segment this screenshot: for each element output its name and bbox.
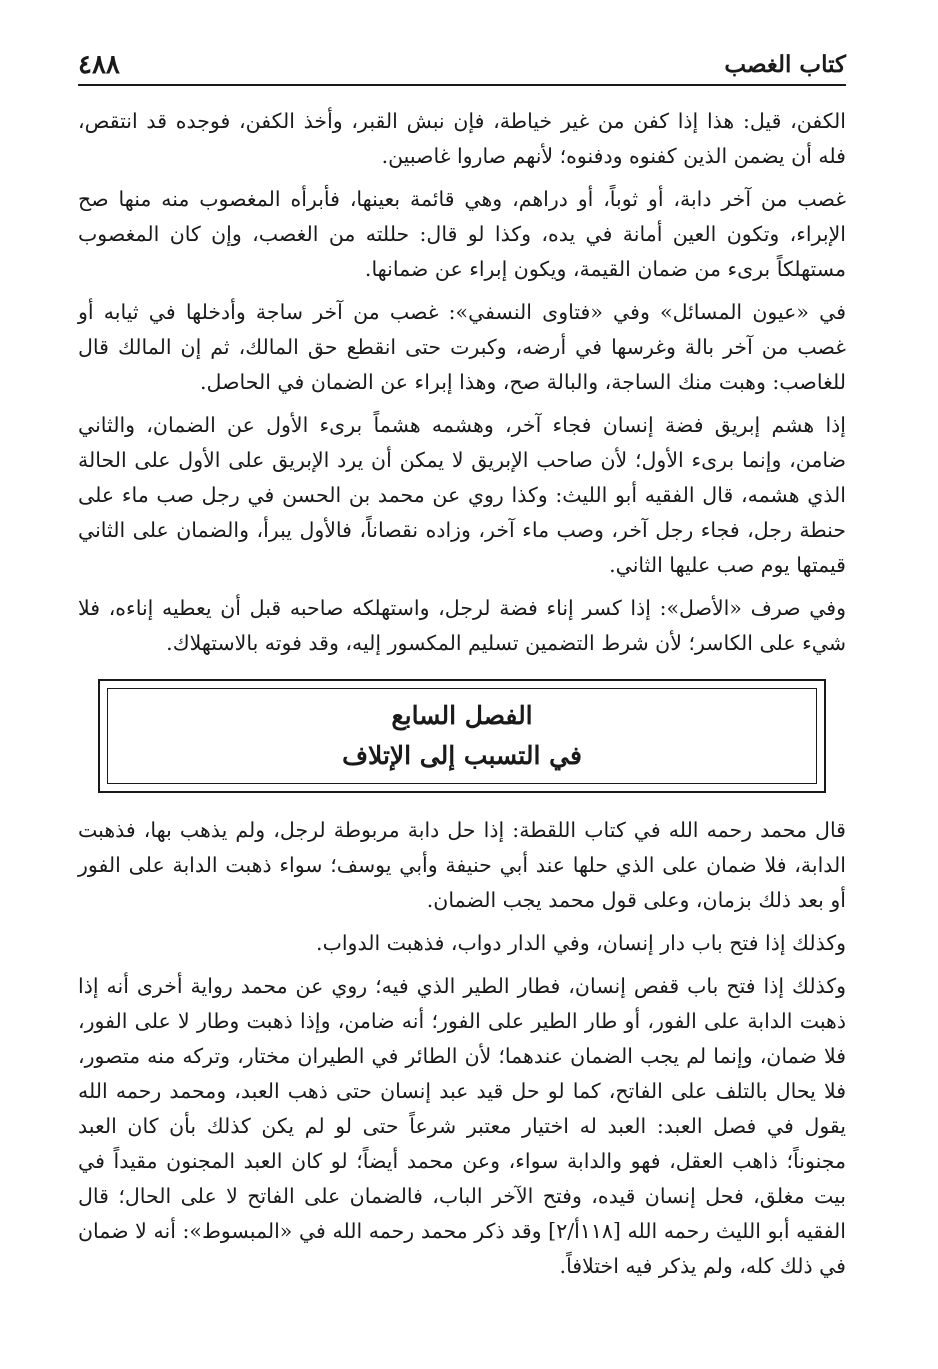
chapter-heading-box xyxy=(98,679,826,793)
paragraph: في «عيون المسائل» وفي «فتاوى النسفي»: غصب من آخر ساجة وأدخلها في ثيابه أو غصب من آخر بالة وغرسها في أرضه، وكبرت حتى انقطع حق المالك، ثم إن المالك قال للغاصب: وهبت منك الساجة، والبالة صح، وهذا إبراء عن الضمان في الحاصل. xyxy=(78,300,846,394)
paragraph: غصب من آخر دابة، أو ثوباً، أو دراهم، وهي قائمة بعينها، فأبرأه المغصوب منه منها صح الإبراء، وتكون العين أمانة في يده، وكذا لو قال: حللته من الغصب، وإن كان المغصوب مستهلكاً برىء من ضمان القيمة، ويكون إبراء عن ضمانها. xyxy=(78,187,846,281)
page-content xyxy=(78,104,846,1284)
paragraph: وكذلك إذا فتح باب دار إنسان، وفي الدار دواب، فذهبت الدواب. xyxy=(316,931,846,955)
book-page xyxy=(78,38,846,1349)
page-header xyxy=(78,38,846,86)
chapter-title: الفصل السابع xyxy=(391,701,533,730)
chapter-subtitle: في التسبب إلى الإتلاف xyxy=(342,741,582,770)
paragraph: قال محمد رحمه الله في كتاب اللقطة: إذا حل دابة مربوطة لرجل، ولم يذهب بها، فذهبت الدابة، فلا ضمان على الذي حلها عند أبي حنيفة وأبي يوسف؛ سواء ذهبت الدابة على الفور أو بعد ذلك بزمان، وعلى قول محمد يجب الضمان. xyxy=(78,818,846,912)
paragraph: وكذلك إذا فتح باب قفص إنسان، فطار الطير الذي فيه؛ روي عن محمد رواية أخرى أنه إذا ذهبت الدابة على الفور، أو طار الطير على الفور؛ أنه ضامن، وإذا ذهبت وطار لا على الفور، فلا ضمان، وإنما لم يجب الضمان عندهما؛ لأن الطائر في الطيران مختار، وتركه منه متصور، فلا يحال بالتلف على الفاتح، كما لو حل قيد عبد إنسان حتى ذهب العبد، ومحمد رحمه الله يقول في فصل العبد: العبد له اختيار معتبر شرعاً حتى لو لم يكن كذلك بأن كان العبد مجنوناً؛ ذاهب العقل، فهو والدابة سواء، وعن محمد أيضاً؛ لو كان العبد المجنون مقيداً في بيت مغلق، فحل إنسان قيده، وفتح الآخر الباب، فالضمان على الفاتح لا على الحال؛ قال الفقيه أبو الليث رحمه الله [١١٨أ/٢] وقد ذكر محمد رحمه الله في «المبسوط»: أنه لا ضمان في ذلك كله، ولم يذكر فيه اختلافاً. xyxy=(78,974,846,1278)
paragraph: إذا هشم إبريق فضة إنسان فجاء آخر، وهشمه هشماً برىء الأول عن الضمان، والثاني ضامن، وإنما برىء الأول؛ لأن صاحب الإبريق لا يمكن أن يرد الإبريق على الأول على الحالة الذي هشمه، قال الفقيه أبو الليث: وكذا روي عن محمد بن الحسن في رجل صب ماء على حنطة رجل، فجاء رجل آخر، وصب ماء آخر، وزاده نقصاناً، فالأول يبرأ، والضمان على الثاني قيمتها يوم صب عليها الثاني. xyxy=(78,413,846,577)
page-number: ٤٨٨ xyxy=(78,50,120,80)
paragraph: الكفن، قيل: هذا إذا كفن من غير خياطة، فإن نبش القبر، وأخذ الكفن، فوجده قد انتقص، فله أن يضمن الذين كفنوه ودفنوه؛ لأنهم صاروا غاصبين. xyxy=(78,109,846,168)
book-title: كتاب الغصب xyxy=(724,51,846,78)
paragraph: وفي صرف «الأصل»: إذا كسر إناء فضة لرجل، واستهلكه صاحبه قبل أن يعطيه إناءه، فلا شيء على الكاسر؛ لأن شرط التضمين تسليم المكسور إليه، وقد فوته بالاستهلاك. xyxy=(78,596,846,655)
